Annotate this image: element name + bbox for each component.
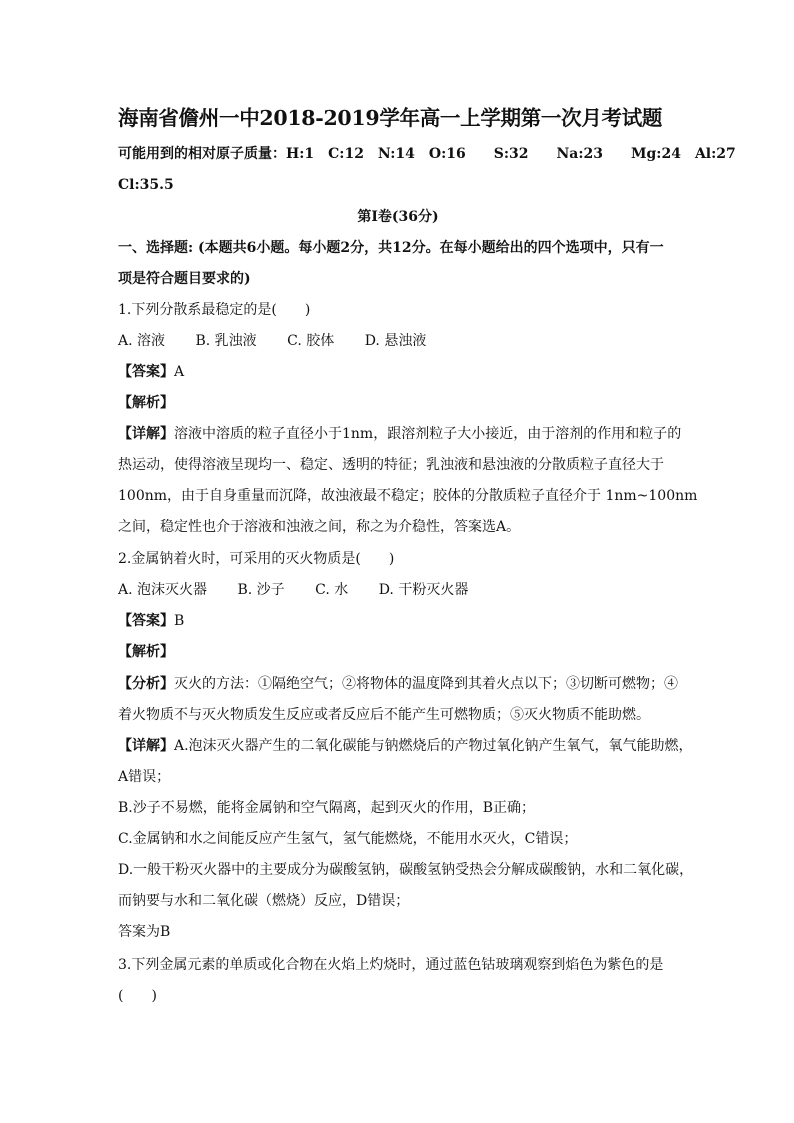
detail-tag: 【详解】 xyxy=(118,426,174,442)
question-1-detail-line: 之间，稳定性也介于溶液和浊液之间，称之为介稳性，答案选A。 xyxy=(118,519,521,535)
answer-tag: 【答案】 xyxy=(118,364,174,380)
part-instructions-cont: 项是符合题目要求的) xyxy=(118,271,251,287)
detail-tag: 【详解】 xyxy=(118,738,174,754)
question-2-options xyxy=(118,580,678,600)
exam-title: 海南省儋州一中2018-2019学年高一上学期第一次月考试题 xyxy=(118,106,663,130)
question-2-conclusion: 答案为B xyxy=(118,924,171,940)
option-c: C. 水 xyxy=(315,582,349,598)
question-3-stem: 3.下列金属元素的单质或化合物在火焰上灼烧时，通过蓝色钴玻璃观察到焰色为紫色的是 xyxy=(118,957,664,973)
question-1-detail-line: 热运动，使得溶液呈现均一、稳定、透明的特征；乳浊液和悬浊液的分散质粒子直径大于 xyxy=(118,457,664,473)
question-2-detail-line: A错误； xyxy=(118,769,171,785)
question-1-options xyxy=(118,331,678,351)
option-a: A. 溶液 xyxy=(118,333,166,349)
question-1-answer xyxy=(118,362,678,382)
fenxi-text: 灭火的方法：①隔绝空气；②将物体的温度降到其着火点以下；③切断可燃物；④ xyxy=(174,676,678,692)
question-2-detail-line: C.金属钠和水之间能反应产生氢气，氢气能燃烧，不能用水灭火，C错误； xyxy=(118,831,578,847)
part-instructions: 一、选择题: (本题共6小题。每小题2分，共12分。在每小题给出的四个选项中，只有一 xyxy=(118,240,664,256)
analysis-tag: 【解析】 xyxy=(118,395,174,411)
atomic-mass-line-cont: Cl:35.5 xyxy=(118,177,174,193)
option-d: D. 悬浊液 xyxy=(364,333,427,349)
question-1-detail-line: 100nm，由于自身重量而沉降，故浊液最不稳定；胶体的分散质粒子直径介于 1nm~100nm xyxy=(118,488,698,504)
question-2-detail-line: B.沙子不易燃，能将金属钠和空气隔离，起到灭火的作用，B正确； xyxy=(118,800,536,816)
atomic-mass-line: 可能用到的相对原子质量：H:1 C:12 N:14 O:16 S:32 Na:23 Mg:24 Al:27 xyxy=(118,146,736,162)
detail-text: A.泡沫灭火器产生的二氧化碳能与钠燃烧后的产物过氧化钠产生氧气，氧气能助燃， xyxy=(174,738,693,754)
question-2-detail-line: 而钠要与水和二氧化碳（燃烧）反应，D错误； xyxy=(118,893,410,909)
question-1-detail-line xyxy=(118,424,682,444)
option-b: B. 沙子 xyxy=(237,582,285,598)
option-c: C. 胶体 xyxy=(287,333,335,349)
question-2-stem: 2.金属钠着火时，可采用的灭火物质是( ) xyxy=(118,551,395,567)
question-2-fenxi-line: 着火物质不与灭火物质发生反应或者反应后不能产生可燃物质；⑤灭火物质不能助燃。 xyxy=(118,707,650,723)
section-title: 第Ⅰ卷(36分) xyxy=(357,209,439,225)
fenxi-tag: 【分析】 xyxy=(118,676,174,692)
question-2-answer xyxy=(118,611,678,631)
question-2-fenxi-line xyxy=(118,674,678,694)
question-3-stem-cont: ( ) xyxy=(118,988,157,1004)
answer-value: A xyxy=(174,364,185,380)
question-2-detail-line xyxy=(118,736,693,756)
question-2-detail-line: D.一般干粉灭火器中的主要成分为碳酸氢钠，碳酸氢钠受热会分解成碳酸钠，水和二氧化碳， xyxy=(118,862,694,878)
analysis-tag: 【解析】 xyxy=(118,644,174,660)
question-1-stem: 1.下列分散系最稳定的是( ) xyxy=(118,302,311,318)
option-b: B. 乳浊液 xyxy=(195,333,257,349)
answer-value: B xyxy=(174,613,185,629)
answer-tag: 【答案】 xyxy=(118,613,174,629)
option-a: A. 泡沫灭火器 xyxy=(118,582,208,598)
detail-text: 溶液中溶质的粒子直径小于1nm，跟溶剂粒子大小接近，由于溶剂的作用和粒子的 xyxy=(174,426,682,442)
option-d: D. 干粉灭火器 xyxy=(378,582,469,598)
